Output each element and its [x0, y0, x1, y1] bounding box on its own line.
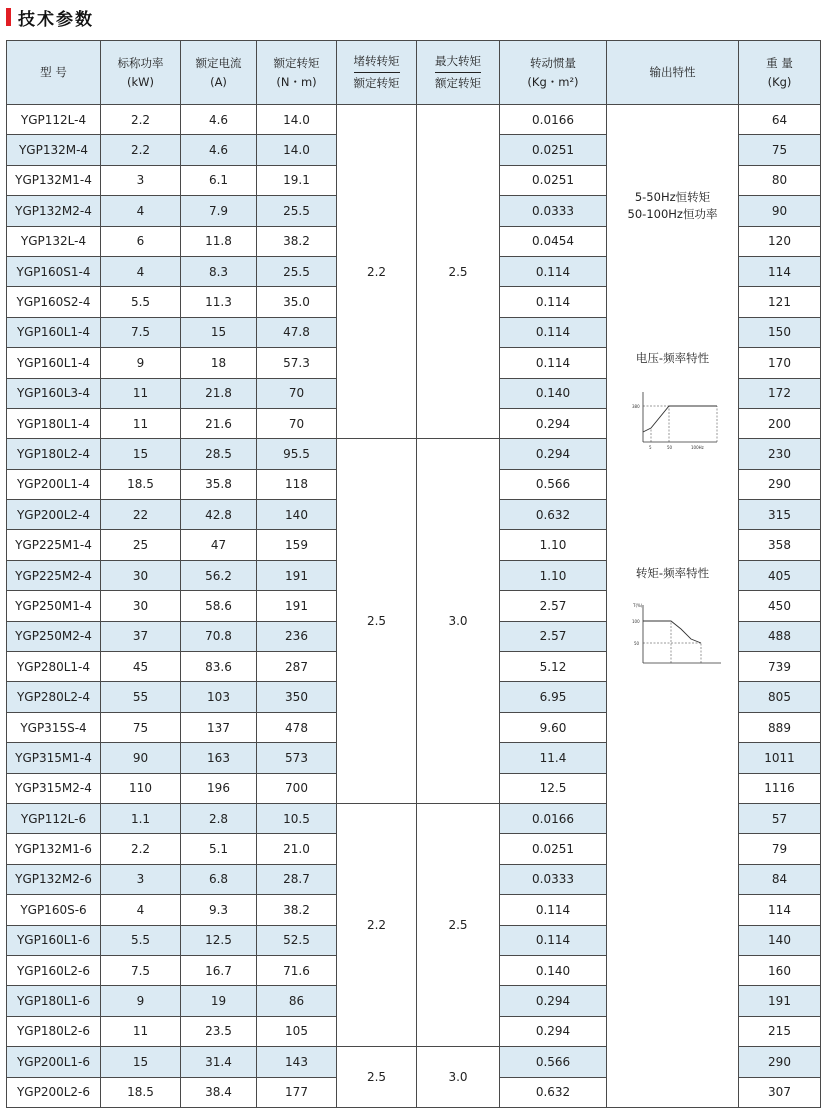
cell-inertia: 0.294 [500, 986, 607, 1016]
output-line-2: 50-100Hz恒功率 [627, 207, 718, 221]
cell-inertia: 0.140 [500, 955, 607, 985]
table-body [7, 105, 821, 1108]
cell-current: 103 [181, 682, 257, 712]
cell-weight: 75 [739, 135, 821, 165]
cell-model: YGP250M2-4 [7, 621, 101, 651]
cell-power: 110 [101, 773, 181, 803]
cell-torque: 47.8 [257, 317, 337, 347]
cell-torque: 86 [257, 986, 337, 1016]
header-weight: 重 量 (Kg) [739, 41, 821, 105]
cell-current: 56.2 [181, 560, 257, 590]
cell-torque: 573 [257, 743, 337, 773]
cell-current: 35.8 [181, 469, 257, 499]
header-current: 额定电流 (A) [181, 41, 257, 105]
tf-mini-chart [629, 599, 725, 671]
cell-current: 2.8 [181, 803, 257, 833]
cell-torque: 25.5 [257, 196, 337, 226]
cell-torque: 118 [257, 469, 337, 499]
vf-mini-chart [629, 388, 725, 452]
tf-y-tick-50: 50 [634, 641, 640, 646]
cell-weight: 290 [739, 469, 821, 499]
cell-power: 3 [101, 864, 181, 894]
cell-model: YGP315S-4 [7, 712, 101, 742]
cell-current: 16.7 [181, 955, 257, 985]
cell-inertia: 0.294 [500, 1016, 607, 1046]
cell-inertia: 0.566 [500, 1047, 607, 1077]
cell-model: YGP225M1-4 [7, 530, 101, 560]
cell-torque: 287 [257, 652, 337, 682]
cell-torque: 19.1 [257, 165, 337, 195]
cell-power: 25 [101, 530, 181, 560]
cell-power: 4 [101, 196, 181, 226]
section-title [6, 6, 94, 28]
cell-weight: 90 [739, 196, 821, 226]
cell-weight: 215 [739, 1016, 821, 1046]
header-max-ratio: 最大转矩 额定转矩 [417, 41, 500, 105]
cell-torque: 70 [257, 408, 337, 438]
cell-model: YGP280L1-4 [7, 652, 101, 682]
cell-weight: 805 [739, 682, 821, 712]
cell-weight: 150 [739, 317, 821, 347]
cell-current: 6.8 [181, 864, 257, 894]
cell-inertia: 6.95 [500, 682, 607, 712]
cell-power: 11 [101, 408, 181, 438]
cell-model: YGP180L1-4 [7, 408, 101, 438]
cell-model: YGP200L1-6 [7, 1047, 101, 1077]
cell-power: 5.5 [101, 287, 181, 317]
cell-weight: 450 [739, 591, 821, 621]
cell-inertia: 0.0251 [500, 834, 607, 864]
header-stall-ratio: 堵转转矩 额定转矩 [337, 41, 417, 105]
cell-weight: 488 [739, 621, 821, 651]
cell-max-ratio: 3.0 [417, 439, 500, 804]
cell-weight: 64 [739, 105, 821, 135]
cell-power: 9 [101, 986, 181, 1016]
cell-stall-ratio: 2.2 [337, 803, 417, 1046]
cell-weight: 405 [739, 560, 821, 590]
cell-inertia: 0.114 [500, 287, 607, 317]
cell-current: 12.5 [181, 925, 257, 955]
cell-power: 75 [101, 712, 181, 742]
cell-model: YGP160L1-6 [7, 925, 101, 955]
cell-weight: 121 [739, 287, 821, 317]
cell-power: 15 [101, 439, 181, 469]
cell-torque: 478 [257, 712, 337, 742]
cell-weight: 114 [739, 256, 821, 286]
cell-model: YGP132L-4 [7, 226, 101, 256]
vf-y-tick: 380 [632, 404, 640, 409]
cell-weight: 160 [739, 955, 821, 985]
cell-torque: 52.5 [257, 925, 337, 955]
cell-model: YGP315M1-4 [7, 743, 101, 773]
cell-weight: 114 [739, 895, 821, 925]
cell-weight: 200 [739, 408, 821, 438]
cell-inertia: 0.0166 [500, 105, 607, 135]
cell-inertia: 12.5 [500, 773, 607, 803]
cell-current: 83.6 [181, 652, 257, 682]
cell-current: 15 [181, 317, 257, 347]
tf-y-label: T(%) [633, 603, 643, 608]
cell-inertia: 0.294 [500, 408, 607, 438]
cell-power: 37 [101, 621, 181, 651]
cell-weight: 57 [739, 803, 821, 833]
cell-torque: 70 [257, 378, 337, 408]
header-model: 型 号 [7, 41, 101, 105]
cell-inertia: 11.4 [500, 743, 607, 773]
cell-power: 4 [101, 256, 181, 286]
cell-torque: 10.5 [257, 803, 337, 833]
cell-power: 2.2 [101, 105, 181, 135]
cell-model: YGP180L2-4 [7, 439, 101, 469]
cell-weight: 80 [739, 165, 821, 195]
cell-power: 11 [101, 1016, 181, 1046]
cell-model: YGP112L-4 [7, 105, 101, 135]
cell-inertia: 0.114 [500, 256, 607, 286]
vf-x-tick-50: 50 [667, 445, 673, 450]
cell-current: 19 [181, 986, 257, 1016]
cell-torque: 105 [257, 1016, 337, 1046]
cell-current: 4.6 [181, 105, 257, 135]
cell-torque: 191 [257, 591, 337, 621]
cell-power: 30 [101, 591, 181, 621]
cell-power: 2.2 [101, 834, 181, 864]
cell-model: YGP160L1-4 [7, 348, 101, 378]
cell-current: 196 [181, 773, 257, 803]
cell-torque: 143 [257, 1047, 337, 1077]
output-characteristics-cell [607, 105, 739, 1108]
cell-model: YGP132M2-4 [7, 196, 101, 226]
cell-inertia: 0.114 [500, 925, 607, 955]
cell-inertia: 0.0454 [500, 226, 607, 256]
cell-torque: 38.2 [257, 895, 337, 925]
cell-weight: 230 [739, 439, 821, 469]
cell-inertia: 0.0166 [500, 803, 607, 833]
header-output: 输出特性 [607, 41, 739, 105]
cell-current: 8.3 [181, 256, 257, 286]
header-row [7, 41, 821, 105]
cell-torque: 25.5 [257, 256, 337, 286]
cell-torque: 28.7 [257, 864, 337, 894]
vf-chart-title: 电压-频率特性 [635, 351, 710, 365]
cell-weight: 170 [739, 348, 821, 378]
tf-y-tick-100: 100 [632, 619, 640, 624]
header-inertia: 转动惯量 (Kg・m²) [500, 41, 607, 105]
cell-model: YGP225M2-4 [7, 560, 101, 590]
cell-current: 163 [181, 743, 257, 773]
cell-model: YGP160S1-4 [7, 256, 101, 286]
cell-weight: 84 [739, 864, 821, 894]
cell-max-ratio: 3.0 [417, 1047, 500, 1108]
cell-current: 42.8 [181, 500, 257, 530]
cell-torque: 14.0 [257, 135, 337, 165]
cell-torque: 236 [257, 621, 337, 651]
cell-current: 137 [181, 712, 257, 742]
cell-weight: 120 [739, 226, 821, 256]
cell-torque: 95.5 [257, 439, 337, 469]
cell-power: 45 [101, 652, 181, 682]
cell-weight: 172 [739, 378, 821, 408]
cell-current: 38.4 [181, 1077, 257, 1107]
cell-torque: 71.6 [257, 955, 337, 985]
vf-x-tick-100: 100Hz [691, 445, 704, 450]
cell-inertia: 0.632 [500, 500, 607, 530]
cell-model: YGP160L1-4 [7, 317, 101, 347]
cell-torque: 177 [257, 1077, 337, 1107]
cell-model: YGP132M1-4 [7, 165, 101, 195]
cell-current: 5.1 [181, 834, 257, 864]
cell-inertia: 0.114 [500, 895, 607, 925]
cell-inertia: 0.114 [500, 317, 607, 347]
cell-power: 18.5 [101, 469, 181, 499]
cell-model: YGP160S-6 [7, 895, 101, 925]
cell-torque: 35.0 [257, 287, 337, 317]
cell-current: 18 [181, 348, 257, 378]
cell-inertia: 9.60 [500, 712, 607, 742]
cell-power: 3 [101, 165, 181, 195]
cell-power: 30 [101, 560, 181, 590]
cell-model: YGP250M1-4 [7, 591, 101, 621]
cell-torque: 191 [257, 560, 337, 590]
cell-weight: 290 [739, 1047, 821, 1077]
output-line-1: 5-50Hz恒转矩 [634, 190, 711, 204]
cell-inertia: 5.12 [500, 652, 607, 682]
cell-current: 7.9 [181, 196, 257, 226]
cell-weight: 140 [739, 925, 821, 955]
cell-torque: 350 [257, 682, 337, 712]
cell-torque: 57.3 [257, 348, 337, 378]
cell-current: 9.3 [181, 895, 257, 925]
cell-model: YGP132M-4 [7, 135, 101, 165]
cell-current: 31.4 [181, 1047, 257, 1077]
cell-power: 18.5 [101, 1077, 181, 1107]
cell-power: 9 [101, 348, 181, 378]
cell-weight: 358 [739, 530, 821, 560]
cell-inertia: 1.10 [500, 560, 607, 590]
cell-model: YGP132M2-6 [7, 864, 101, 894]
cell-inertia: 0.0251 [500, 135, 607, 165]
cell-model: YGP160S2-4 [7, 287, 101, 317]
header-torque: 额定转矩 (N・m) [257, 41, 337, 105]
section-title-text: 技术参数 [18, 9, 94, 30]
cell-weight: 1116 [739, 773, 821, 803]
cell-weight: 307 [739, 1077, 821, 1107]
cell-inertia: 0.294 [500, 439, 607, 469]
cell-stall-ratio: 2.5 [337, 1047, 417, 1108]
cell-weight: 889 [739, 712, 821, 742]
cell-current: 70.8 [181, 621, 257, 651]
tf-chart-title: 转矩-频率特性 [635, 566, 710, 580]
cell-model: YGP160L3-4 [7, 378, 101, 408]
cell-current: 47 [181, 530, 257, 560]
cell-inertia: 0.632 [500, 1077, 607, 1107]
cell-power: 5.5 [101, 925, 181, 955]
cell-current: 21.6 [181, 408, 257, 438]
cell-power: 15 [101, 1047, 181, 1077]
cell-torque: 140 [257, 500, 337, 530]
header-power: 标称功率 (kW) [101, 41, 181, 105]
cell-power: 2.2 [101, 135, 181, 165]
cell-weight: 79 [739, 834, 821, 864]
cell-stall-ratio: 2.5 [337, 439, 417, 804]
cell-inertia: 2.57 [500, 591, 607, 621]
cell-power: 11 [101, 378, 181, 408]
cell-torque: 159 [257, 530, 337, 560]
cell-model: YGP315M2-4 [7, 773, 101, 803]
cell-inertia: 0.114 [500, 348, 607, 378]
cell-max-ratio: 2.5 [417, 803, 500, 1046]
cell-model: YGP160L2-6 [7, 955, 101, 985]
cell-power: 7.5 [101, 955, 181, 985]
cell-model: YGP180L2-6 [7, 1016, 101, 1046]
cell-model: YGP180L1-6 [7, 986, 101, 1016]
cell-current: 28.5 [181, 439, 257, 469]
cell-model: YGP200L1-4 [7, 469, 101, 499]
cell-current: 11.3 [181, 287, 257, 317]
cell-inertia: 0.566 [500, 469, 607, 499]
cell-model: YGP132M1-6 [7, 834, 101, 864]
cell-inertia: 0.0251 [500, 165, 607, 195]
cell-power: 22 [101, 500, 181, 530]
cell-torque: 14.0 [257, 105, 337, 135]
cell-inertia: 2.57 [500, 621, 607, 651]
cell-max-ratio: 2.5 [417, 105, 500, 439]
cell-weight: 315 [739, 500, 821, 530]
cell-current: 21.8 [181, 378, 257, 408]
cell-inertia: 0.140 [500, 378, 607, 408]
cell-inertia: 0.0333 [500, 196, 607, 226]
vf-x-tick-5: 5 [649, 445, 652, 450]
cell-inertia: 0.0333 [500, 864, 607, 894]
cell-power: 1.1 [101, 803, 181, 833]
cell-stall-ratio: 2.2 [337, 105, 417, 439]
cell-model: YGP200L2-6 [7, 1077, 101, 1107]
cell-current: 23.5 [181, 1016, 257, 1046]
cell-current: 11.8 [181, 226, 257, 256]
cell-model: YGP112L-6 [7, 803, 101, 833]
cell-power: 7.5 [101, 317, 181, 347]
cell-power: 90 [101, 743, 181, 773]
cell-weight: 1011 [739, 743, 821, 773]
cell-torque: 700 [257, 773, 337, 803]
cell-model: YGP200L2-4 [7, 500, 101, 530]
cell-torque: 38.2 [257, 226, 337, 256]
cell-power: 6 [101, 226, 181, 256]
cell-current: 4.6 [181, 135, 257, 165]
cell-inertia: 1.10 [500, 530, 607, 560]
cell-power: 55 [101, 682, 181, 712]
cell-power: 4 [101, 895, 181, 925]
spec-table [6, 40, 821, 1108]
cell-weight: 739 [739, 652, 821, 682]
cell-current: 6.1 [181, 165, 257, 195]
cell-model: YGP280L2-4 [7, 682, 101, 712]
cell-weight: 191 [739, 986, 821, 1016]
cell-torque: 21.0 [257, 834, 337, 864]
title-accent-bar [6, 8, 11, 26]
table-row [7, 105, 821, 135]
cell-current: 58.6 [181, 591, 257, 621]
